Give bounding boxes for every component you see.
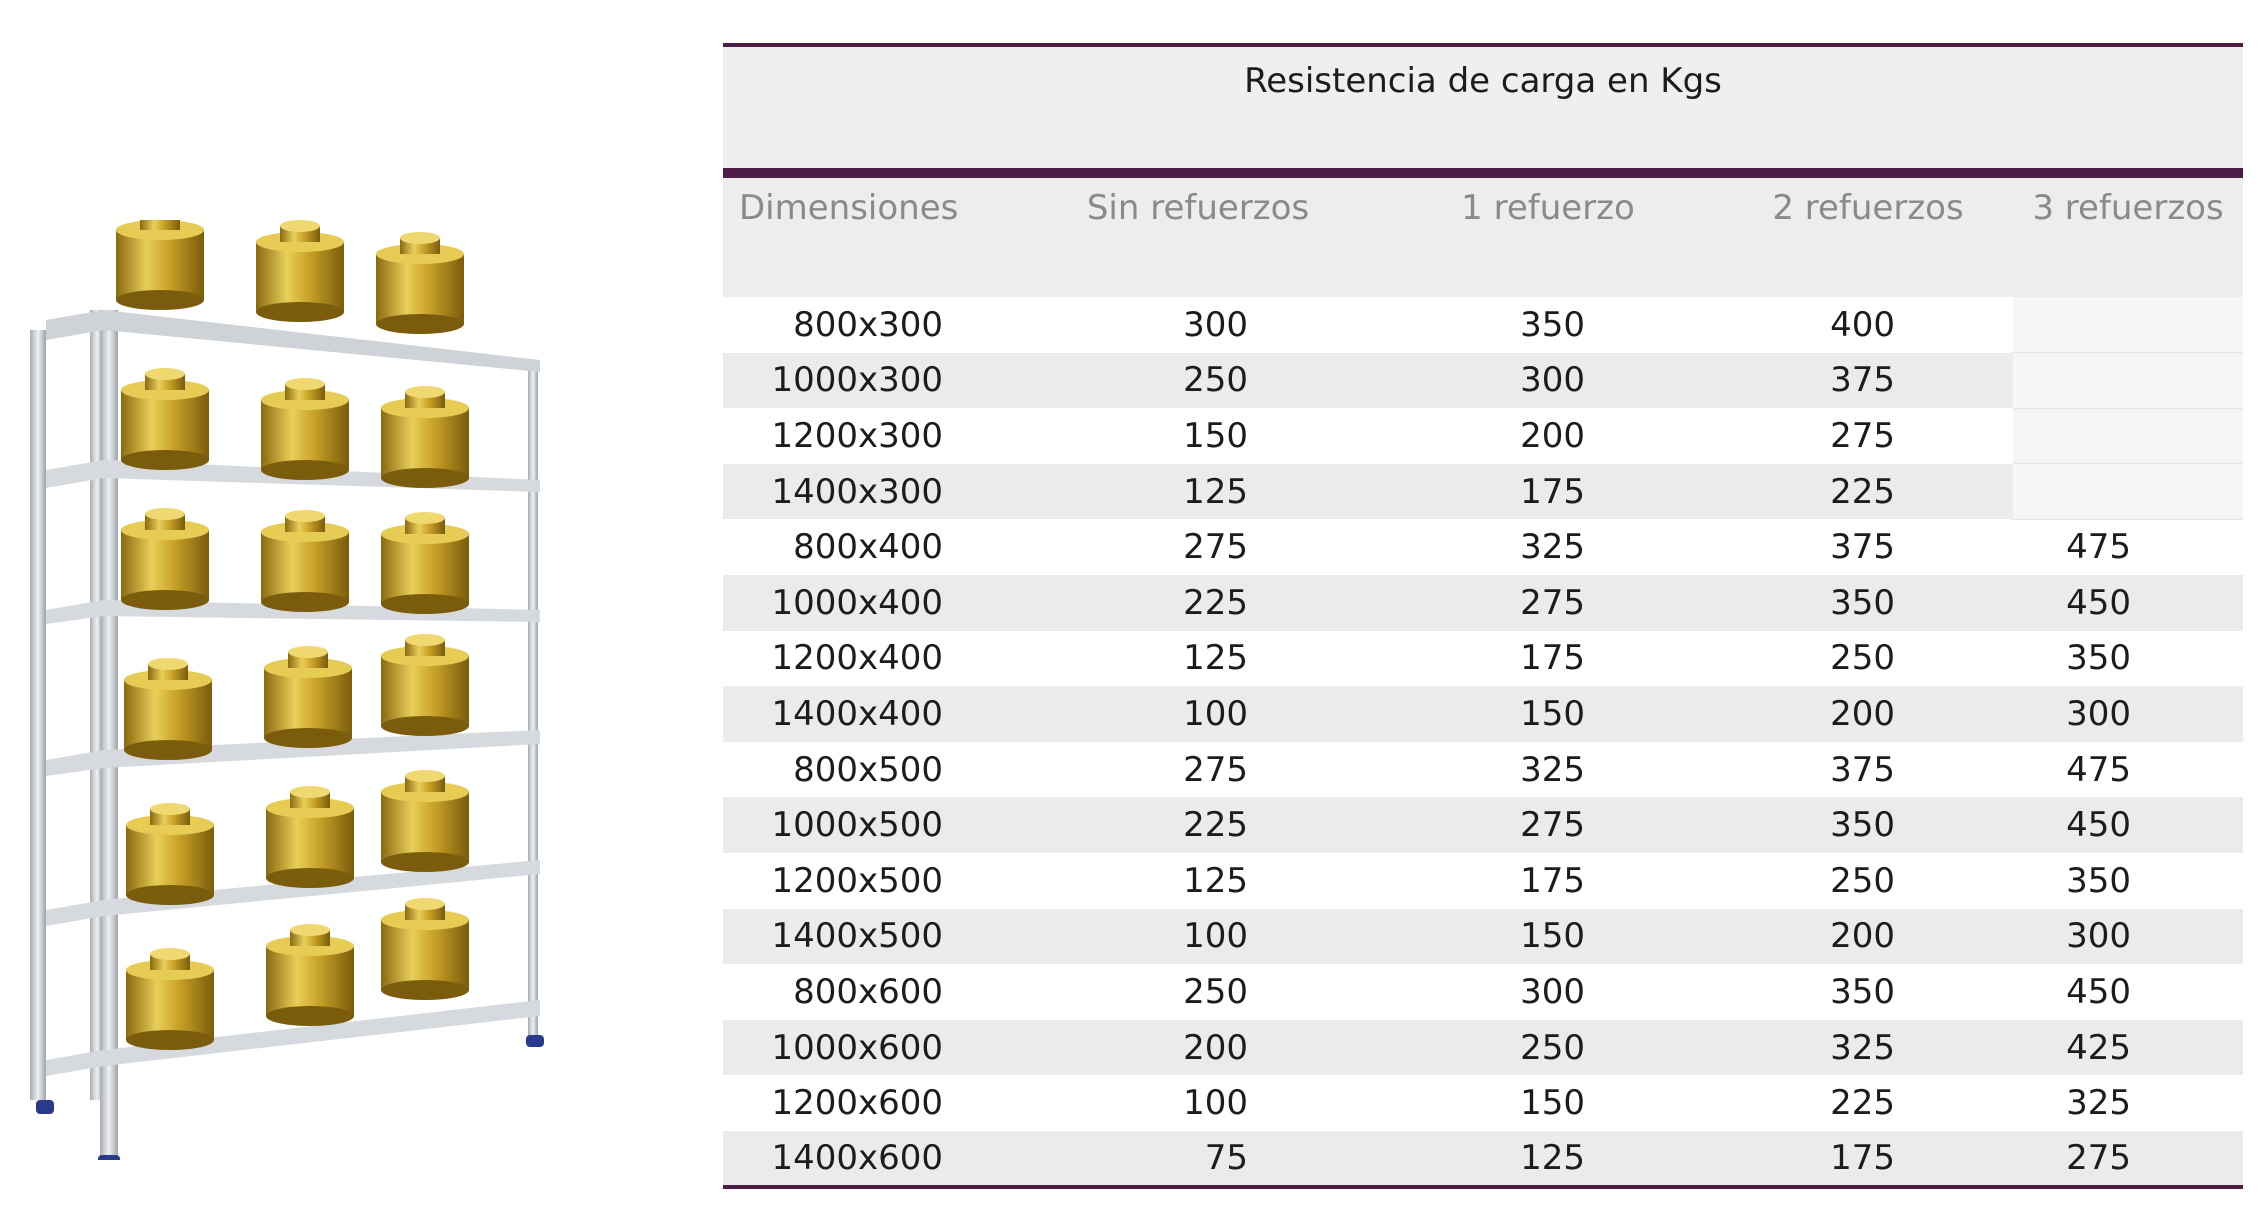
cell-dimensions: 1000x400	[723, 575, 1023, 631]
cell-dimensions: 800x400	[723, 519, 1023, 575]
cell-dimensions: 1000x500	[723, 797, 1023, 853]
cell-dimensions: 800x500	[723, 742, 1023, 798]
cell-load-value: 350	[2013, 631, 2243, 687]
table-row	[723, 1075, 2243, 1131]
column-header-no-reinforcement: Sin refuerzos	[1023, 173, 1373, 297]
cell-load-value: 300	[2013, 909, 2243, 965]
cell-load-value: 100	[1023, 686, 1373, 742]
cell-dimensions: 1200x400	[723, 631, 1023, 687]
table-row	[723, 853, 2243, 909]
cell-load-value: 425	[2013, 1020, 2243, 1076]
cell-load-value: 300	[1373, 353, 1723, 409]
cell-load-value: 150	[1373, 686, 1723, 742]
cell-load-value: 275	[1723, 408, 2013, 464]
cell-load-value: 150	[1373, 1075, 1723, 1131]
cell-load-value: 325	[2013, 1075, 2243, 1131]
cell-load-value: 300	[1373, 964, 1723, 1020]
cell-load-value: 250	[1723, 853, 2013, 909]
cell-load-value: 375	[1723, 742, 2013, 798]
table-header-row	[723, 173, 2243, 297]
cell-load-value: 200	[1373, 408, 1723, 464]
cell-load-value	[2013, 297, 2243, 353]
cell-load-value: 350	[1373, 297, 1723, 353]
cell-load-value: 400	[1723, 297, 2013, 353]
table-title-row	[723, 45, 2243, 173]
cell-dimensions: 1200x600	[723, 1075, 1023, 1131]
cell-load-value: 350	[1723, 575, 2013, 631]
table-row	[723, 297, 2243, 353]
cell-load-value: 225	[1723, 1075, 2013, 1131]
table-row	[723, 797, 2243, 853]
cell-dimensions: 1200x500	[723, 853, 1023, 909]
cell-load-value: 450	[2013, 575, 2243, 631]
table-row	[723, 909, 2243, 965]
table-title: Resistencia de carga en Kgs	[723, 45, 2243, 173]
cell-load-value: 175	[1373, 631, 1723, 687]
column-header-1-reinforcement: 1 refuerzo	[1373, 173, 1723, 297]
cell-dimensions: 1400x300	[723, 464, 1023, 520]
column-header-2-reinforcements: 2 refuerzos	[1723, 173, 2013, 297]
cell-load-value: 350	[1723, 964, 2013, 1020]
load-capacity-table	[723, 43, 2243, 1189]
cell-load-value: 125	[1023, 853, 1373, 909]
table-body	[723, 297, 2243, 1187]
cell-load-value: 325	[1373, 742, 1723, 798]
cell-dimensions: 1000x300	[723, 353, 1023, 409]
cell-load-value: 475	[2013, 742, 2243, 798]
table-row	[723, 519, 2243, 575]
cell-load-value	[2013, 464, 2243, 520]
cell-load-value: 275	[2013, 1131, 2243, 1187]
column-header-dimensions: Dimensiones	[723, 173, 1023, 297]
cell-load-value: 250	[1023, 964, 1373, 1020]
cell-load-value: 300	[2013, 686, 2243, 742]
cell-load-value: 200	[1023, 1020, 1373, 1076]
cell-load-value: 375	[1723, 519, 2013, 575]
table-row	[723, 464, 2243, 520]
cell-load-value: 450	[2013, 964, 2243, 1020]
cell-load-value: 350	[2013, 853, 2243, 909]
cell-load-value: 250	[1373, 1020, 1723, 1076]
cell-dimensions: 1400x600	[723, 1131, 1023, 1187]
cell-load-value: 250	[1023, 353, 1373, 409]
cell-load-value: 325	[1373, 519, 1723, 575]
table-row	[723, 964, 2243, 1020]
cell-load-value: 200	[1723, 909, 2013, 965]
cell-load-value: 375	[1723, 353, 2013, 409]
table-row	[723, 353, 2243, 409]
cell-load-value: 100	[1023, 909, 1373, 965]
cell-load-value: 75	[1023, 1131, 1373, 1187]
cell-load-value: 225	[1023, 797, 1373, 853]
cell-load-value: 275	[1373, 575, 1723, 631]
cell-dimensions: 1000x600	[723, 1020, 1023, 1076]
table-row	[723, 408, 2243, 464]
cell-load-value: 150	[1373, 909, 1723, 965]
cell-dimensions: 800x600	[723, 964, 1023, 1020]
cell-load-value: 350	[1723, 797, 2013, 853]
cell-load-value: 150	[1023, 408, 1373, 464]
cell-load-value: 175	[1373, 464, 1723, 520]
cell-load-value: 175	[1373, 853, 1723, 909]
cell-load-value: 250	[1723, 631, 2013, 687]
cell-load-value: 125	[1023, 631, 1373, 687]
cell-load-value: 450	[2013, 797, 2243, 853]
cell-load-value: 275	[1023, 519, 1373, 575]
table-row	[723, 575, 2243, 631]
cell-load-value: 475	[2013, 519, 2243, 575]
cell-load-value: 175	[1723, 1131, 2013, 1187]
cell-load-value: 125	[1373, 1131, 1723, 1187]
table-row	[723, 1131, 2243, 1187]
cell-load-value: 200	[1723, 686, 2013, 742]
cell-load-value: 125	[1023, 464, 1373, 520]
cell-load-value: 300	[1023, 297, 1373, 353]
table-row	[723, 686, 2243, 742]
cell-load-value: 225	[1023, 575, 1373, 631]
table-row	[723, 631, 2243, 687]
table-row	[723, 742, 2243, 798]
cell-dimensions: 800x300	[723, 297, 1023, 353]
shelving-unit-illustration	[0, 220, 560, 1160]
cell-dimensions: 1400x500	[723, 909, 1023, 965]
cell-load-value: 100	[1023, 1075, 1373, 1131]
cell-load-value	[2013, 353, 2243, 409]
cell-load-value: 275	[1373, 797, 1723, 853]
column-header-3-reinforcements: 3 refuerzos	[2013, 173, 2243, 297]
cell-load-value	[2013, 408, 2243, 464]
cell-dimensions: 1200x300	[723, 408, 1023, 464]
cell-load-value: 275	[1023, 742, 1373, 798]
cell-dimensions: 1400x400	[723, 686, 1023, 742]
cell-load-value: 325	[1723, 1020, 2013, 1076]
cell-load-value: 225	[1723, 464, 2013, 520]
table-row	[723, 1020, 2243, 1076]
